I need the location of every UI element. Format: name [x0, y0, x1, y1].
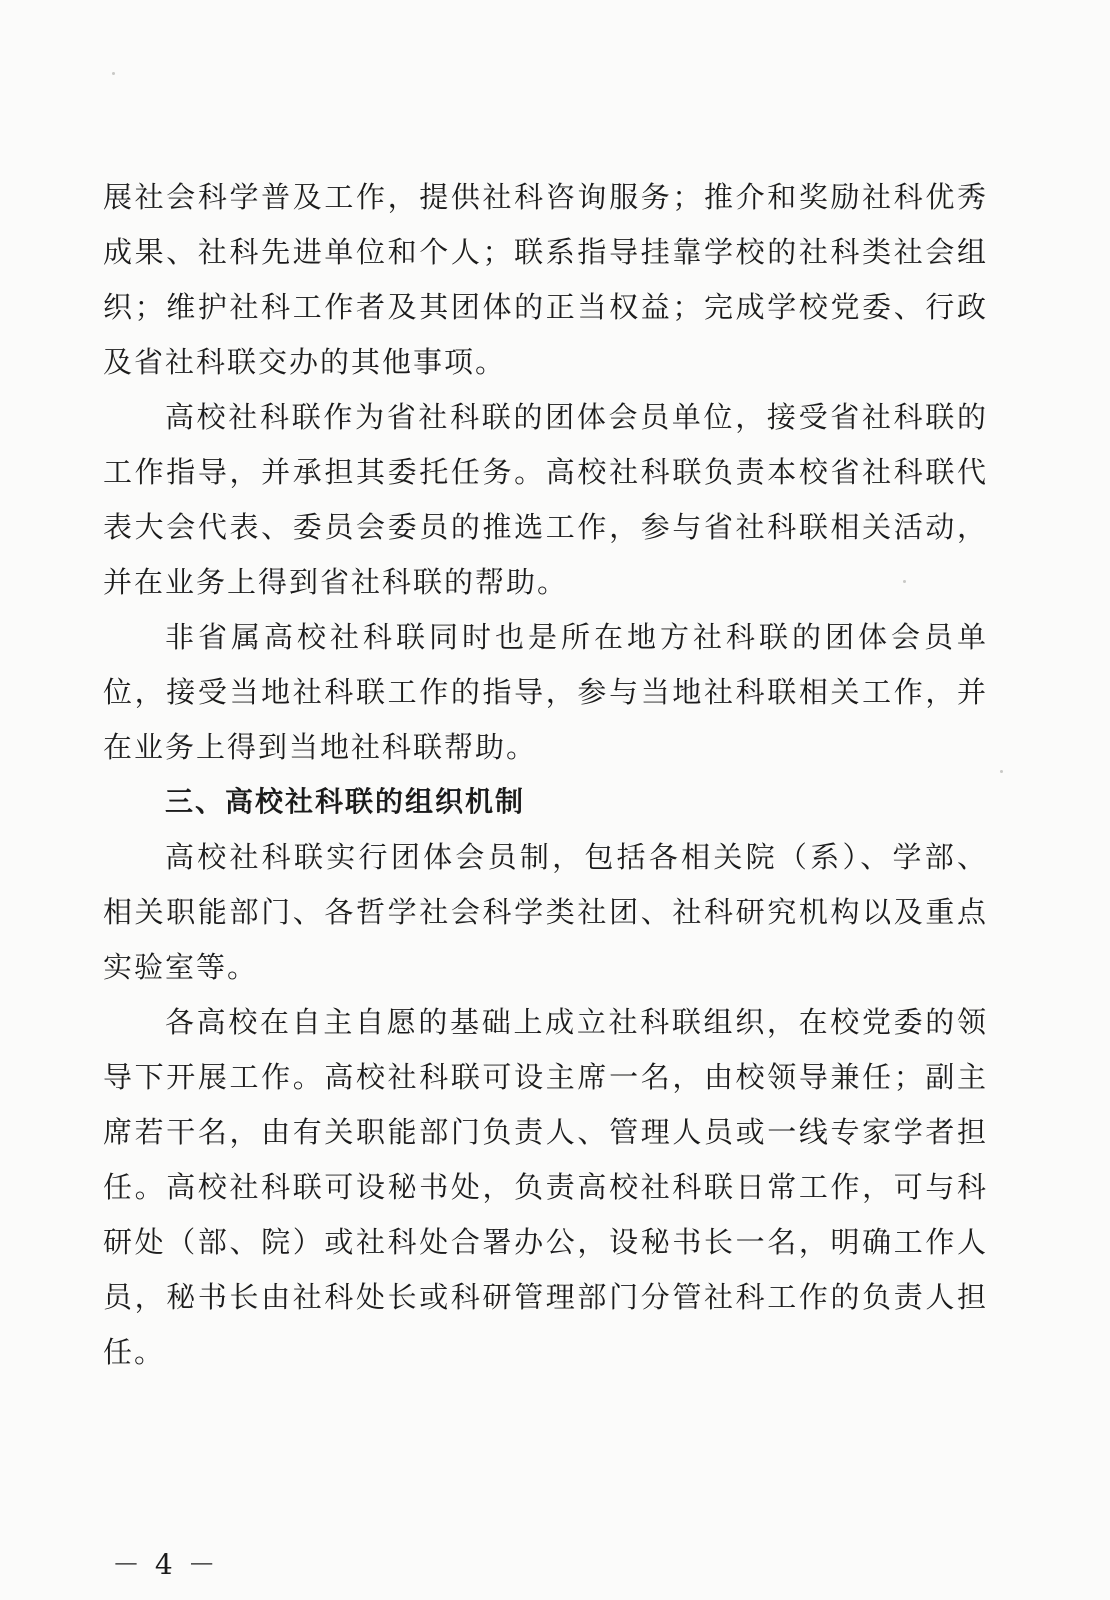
- paragraph-line: 展社会科学普及工作，提供社科咨询服务；推介和奖励社科优秀: [103, 180, 988, 214]
- paragraph-line: 非省属高校社科联同时也是所在地方社科联的团体会员单: [165, 620, 988, 654]
- paragraph-line: 席若干名，由有关职能部门负责人、管理人员或一线专家学者担: [103, 1115, 988, 1149]
- paragraph-line: 并在业务上得到省社科联的帮助。: [103, 565, 569, 599]
- paragraph-line: 任。高校社科联可设秘书处，负责高校社科联日常工作，可与科: [103, 1170, 988, 1204]
- paragraph-line: 实验室等。: [103, 950, 259, 984]
- page-number: － 4 －: [112, 1548, 219, 1581]
- paragraph-line: 表大会代表、委员会委员的推选工作，参与省社科联相关活动，: [103, 510, 988, 544]
- paragraph-line: 各高校在自主自愿的基础上成立社科联组织，在校党委的领: [165, 1005, 988, 1039]
- paragraph-line: 在业务上得到当地社科联帮助。: [103, 730, 538, 764]
- paragraph-line: 工作指导，并承担其委托任务。高校社科联负责本校省社科联代: [103, 455, 988, 489]
- paragraph-line: 高校社科联作为省社科联的团体会员单位，接受省社科联的: [165, 400, 988, 434]
- paragraph-line: 高校社科联实行团体会员制，包括各相关院（系）、学部、: [165, 840, 988, 874]
- scan-speck: [112, 72, 115, 75]
- paragraph-line: 任。: [103, 1335, 166, 1369]
- scan-speck: [903, 580, 906, 583]
- paragraph-line: 成果、社科先进单位和个人；联系指导挂靠学校的社科类社会组: [103, 235, 988, 269]
- paragraph-line: 导下开展工作。高校社科联可设主席一名，由校领导兼任；副主: [103, 1060, 988, 1094]
- paragraph-line: 员，秘书长由社科处长或科研管理部门分管社科工作的负责人担: [103, 1280, 988, 1314]
- paragraph-line: 织；维护社科工作者及其团体的正当权益；完成学校党委、行政: [103, 290, 988, 324]
- scan-speck: [1000, 770, 1003, 773]
- paragraph-line: 研处（部、院）或社科处合署办公，设秘书长一名，明确工作人: [103, 1225, 988, 1259]
- section-heading: 三、高校社科联的组织机制: [165, 785, 526, 818]
- paragraph-line: 相关职能部门、各哲学社会科学类社团、社科研究机构以及重点: [103, 895, 988, 929]
- paragraph-line: 及省社科联交办的其他事项。: [103, 345, 507, 379]
- paragraph-line: 位，接受当地社科联工作的指导，参与当地社科联相关工作，并: [103, 675, 988, 709]
